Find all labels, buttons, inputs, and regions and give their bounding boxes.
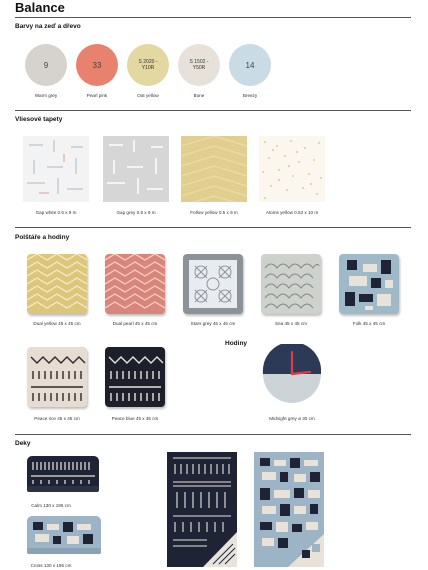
pillow-peace-blue[interactable] <box>105 347 165 407</box>
blanket-cross-folded[interactable] <box>27 512 101 556</box>
blanket-caption: Calm 130 x 195 cm <box>31 503 71 508</box>
wallpaper-caption: Follow yellow 0.5 x 9 m <box>190 210 238 215</box>
section-divider <box>15 227 411 228</box>
pillow-caption: Sea 45 x 45 cm <box>275 321 307 326</box>
paint-code: 14 <box>245 60 255 70</box>
section-title-pillows: Polštáře a hodiny <box>15 234 70 241</box>
pillow-peace-rice[interactable] <box>27 347 87 407</box>
section-title-wallpapers: Vliesové tapety <box>15 116 63 123</box>
pillow-dual-yellow[interactable] <box>27 254 87 314</box>
wallpaper-sample-atoms-yellow[interactable] <box>259 136 325 202</box>
pillow-caption: Folk 45 x 45 cm <box>352 321 386 326</box>
blanket-caption: Cross 130 x 195 cm <box>30 563 72 568</box>
paint-caption: Bone <box>193 93 205 98</box>
clock-caption: Midnight grey ø 30 cm <box>269 416 315 421</box>
paint-swatch[interactable] <box>76 44 118 86</box>
paint-swatch[interactable] <box>229 44 271 86</box>
wallpaper-caption: Gap white 0.5 x 9 m <box>35 210 77 215</box>
section-title-paints: Barvy na zeď a dřevo <box>15 23 81 30</box>
wallpaper-caption: Gap grey 0.5 x 9 m <box>116 210 156 215</box>
paint-swatch[interactable] <box>127 44 169 86</box>
pillow-caption: Dual yellow 45 x 45 cm <box>33 321 81 326</box>
wallpaper-caption: Atoms yellow 0.53 x 10 m <box>265 210 319 215</box>
blanket-calm-folded[interactable] <box>27 452 99 494</box>
paint-code: S 1502 -Y50R <box>189 59 209 71</box>
pillow-caption: Stars grey 45 x 45 cm <box>190 321 236 326</box>
pillow-caption: Peace blue 45 x 45 cm <box>111 416 159 421</box>
blanket-calm-open[interactable] <box>167 452 237 567</box>
page-title: Balance <box>15 0 65 15</box>
pillow-caption: Peace rice 45 x 45 cm <box>34 416 80 421</box>
pillow-stars-grey[interactable] <box>183 254 243 314</box>
paint-swatch[interactable] <box>25 44 67 86</box>
title-divider <box>15 17 411 18</box>
pillow-sea[interactable] <box>261 254 321 314</box>
paint-code: 33 <box>92 60 102 70</box>
section-title-blankets: Deky <box>15 440 31 447</box>
wallpaper-sample-gap-white[interactable] <box>23 136 89 202</box>
paint-caption: Warm grey <box>34 93 58 98</box>
paint-code: S 2020 -Y10R <box>138 59 158 71</box>
section-title-clock: Hodiny <box>225 340 248 347</box>
blanket-cross-open[interactable] <box>254 452 324 567</box>
paint-code: 9 <box>43 60 49 70</box>
paint-caption: Pearl pink <box>86 93 108 98</box>
section-divider <box>15 434 411 435</box>
section-divider <box>15 110 411 111</box>
wallpaper-sample-follow-yellow[interactable] <box>181 136 247 202</box>
pillow-caption: Dual pearl 45 x 45 cm <box>112 321 158 326</box>
paint-swatch[interactable] <box>178 44 220 86</box>
pillow-dual-pearl[interactable] <box>105 254 165 314</box>
pillow-folk[interactable] <box>339 254 399 314</box>
paint-caption: Breezy <box>242 93 258 98</box>
wallpaper-sample-gap-grey[interactable] <box>103 136 169 202</box>
paint-caption: Oat yellow <box>137 93 159 98</box>
clock-midnight-grey[interactable] <box>262 344 322 404</box>
